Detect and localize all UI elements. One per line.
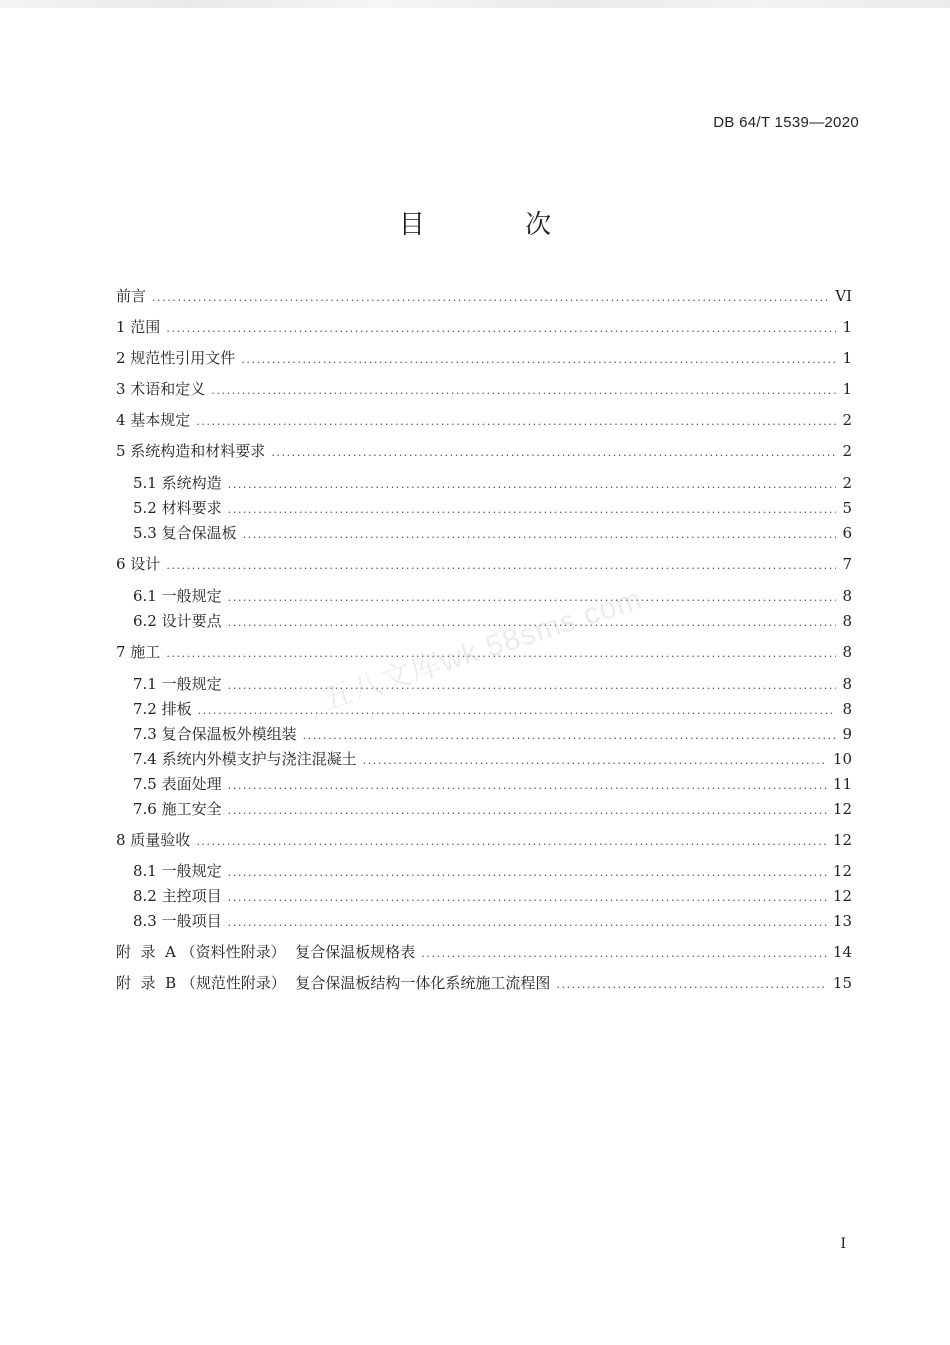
toc-entry-page: 12: [832, 862, 852, 880]
toc-entry-label: 7.5 表面处理: [133, 775, 222, 793]
toc-entry-page: 14: [832, 943, 852, 961]
toc-entry-label: 8 质量验收: [116, 831, 191, 849]
page-title: 目 次: [398, 210, 598, 240]
toc-leader-dots: [228, 473, 836, 497]
toc-entry-page: 1: [842, 318, 852, 336]
toc-entry-page: 12: [832, 800, 852, 818]
toc-entry-page: 13: [832, 912, 852, 930]
toc-entry-page: 2: [842, 411, 852, 429]
document-code: DB 64/T 1539—2020: [713, 114, 859, 131]
toc-entry-page: 15: [832, 974, 852, 992]
toc-leader-dots: [228, 861, 827, 885]
toc-entry-page: 2: [842, 474, 852, 492]
toc-entry[interactable]: [133, 521, 852, 545]
toc-entry[interactable]: [133, 584, 852, 608]
toc-entry-label: 7.4 系统内外模支护与浇注混凝土: [133, 750, 357, 768]
toc-entry-label: 8.1 一般规定: [133, 862, 222, 880]
toc-leader-dots: [421, 942, 827, 966]
toc-entry-label: 7.3 复合保温板外模组装: [133, 725, 297, 743]
toc-entry[interactable]: [133, 772, 852, 796]
toc-entry-label: 5.3 复合保温板: [133, 524, 237, 542]
toc-entry[interactable]: [116, 940, 852, 964]
toc-leader-dots: [556, 973, 827, 997]
toc-entry-label: 前言: [116, 287, 147, 305]
toc-entry[interactable]: [133, 909, 852, 933]
scan-top-edge: [0, 0, 950, 8]
toc-entry-page: 2: [842, 442, 852, 460]
toc-entry-page: 10: [832, 750, 852, 768]
toc-entry-label: 1 范围: [116, 318, 161, 336]
toc-entry[interactable]: [116, 971, 852, 995]
toc-entry-label: 6.2 设计要点: [133, 612, 222, 630]
toc-entry-page: 7: [842, 555, 852, 573]
toc-entry[interactable]: [133, 672, 852, 696]
toc-leader-dots: [196, 410, 836, 434]
toc-entry[interactable]: [116, 284, 852, 308]
toc-entry-page: 12: [832, 831, 852, 849]
toc-entry-page: 6: [842, 524, 852, 542]
toc-entry[interactable]: [116, 439, 852, 463]
toc-entry-label: 7.1 一般规定: [133, 675, 222, 693]
toc-entry-label: 8.3 一般项目: [133, 912, 222, 930]
toc-entry-label: 5.1 系统构造: [133, 474, 222, 492]
toc-entry-page: 8: [842, 675, 852, 693]
toc-entry[interactable]: [133, 797, 852, 821]
toc-leader-dots: [228, 799, 827, 823]
toc-entry-label: 附 录 A （资料性附录） 复合保温板规格表: [116, 943, 416, 961]
toc-entry-page: 11: [832, 775, 852, 793]
toc-entry-page: 9: [842, 725, 852, 743]
toc-entry-page: VI: [835, 287, 852, 305]
toc-entry-label: 7.6 施工安全: [133, 800, 222, 818]
toc-entry-label: 2 规范性引用文件: [116, 349, 236, 367]
toc-entry[interactable]: [133, 722, 852, 746]
toc-leader-dots: [211, 379, 836, 403]
toc-entry-page: 8: [842, 612, 852, 630]
page-number: I: [840, 1236, 846, 1252]
watermark: 五八文库wk.58sms.com: [317, 582, 647, 718]
toc-entry[interactable]: [133, 496, 852, 520]
toc-entry-page: 5: [842, 499, 852, 517]
toc-entry-page: 8: [842, 587, 852, 605]
toc-leader-dots: [243, 523, 836, 547]
toc-entry[interactable]: [133, 859, 852, 883]
toc-entry-label: 5.2 材料要求: [133, 499, 222, 517]
toc-entry-label: 7.2 排板: [133, 700, 192, 718]
toc-leader-dots: [228, 774, 827, 798]
toc-entry-label: 4 基本规定: [116, 411, 191, 429]
toc-entry-page: 8: [842, 700, 852, 718]
toc-entry-page: 1: [842, 380, 852, 398]
toc-leader-dots: [166, 317, 836, 341]
toc-leader-dots: [228, 911, 827, 935]
toc-leader-dots: [241, 348, 836, 372]
toc-leader-dots: [228, 498, 836, 522]
toc-entry-label: 7 施工: [116, 643, 161, 661]
toc-entry-label: 6.1 一般规定: [133, 587, 222, 605]
toc-entry[interactable]: [133, 471, 852, 495]
toc-leader-dots: [152, 286, 829, 310]
toc-leader-dots: [166, 554, 836, 578]
toc-leader-dots: [196, 830, 827, 854]
toc-leader-dots: [228, 886, 827, 910]
toc-entry-label: 6 设计: [116, 555, 161, 573]
toc-entry-label: 3 术语和定义: [116, 380, 206, 398]
toc-leader-dots: [198, 699, 836, 723]
toc-entry[interactable]: [133, 697, 852, 721]
toc-leader-dots: [303, 724, 836, 748]
toc-entry-label: 5 系统构造和材料要求: [116, 442, 266, 460]
toc-entry[interactable]: [116, 828, 852, 852]
toc-entry-page: 8: [842, 643, 852, 661]
toc-entry[interactable]: [116, 408, 852, 432]
toc-leader-dots: [363, 749, 827, 773]
toc-entry[interactable]: [133, 747, 852, 771]
toc-leader-dots: [271, 441, 836, 465]
toc-entry-label: 8.2 主控项目: [133, 887, 222, 905]
toc-entry-page: 1: [842, 349, 852, 367]
toc-entry[interactable]: [133, 884, 852, 908]
toc-entry[interactable]: [116, 552, 852, 576]
toc-entry-label: 附 录 B （规范性附录） 复合保温板结构一体化系统施工流程图: [116, 974, 551, 992]
toc-entry[interactable]: [116, 315, 852, 339]
toc-entry[interactable]: [116, 377, 852, 401]
toc-entry-page: 12: [832, 887, 852, 905]
toc-entry[interactable]: [116, 346, 852, 370]
